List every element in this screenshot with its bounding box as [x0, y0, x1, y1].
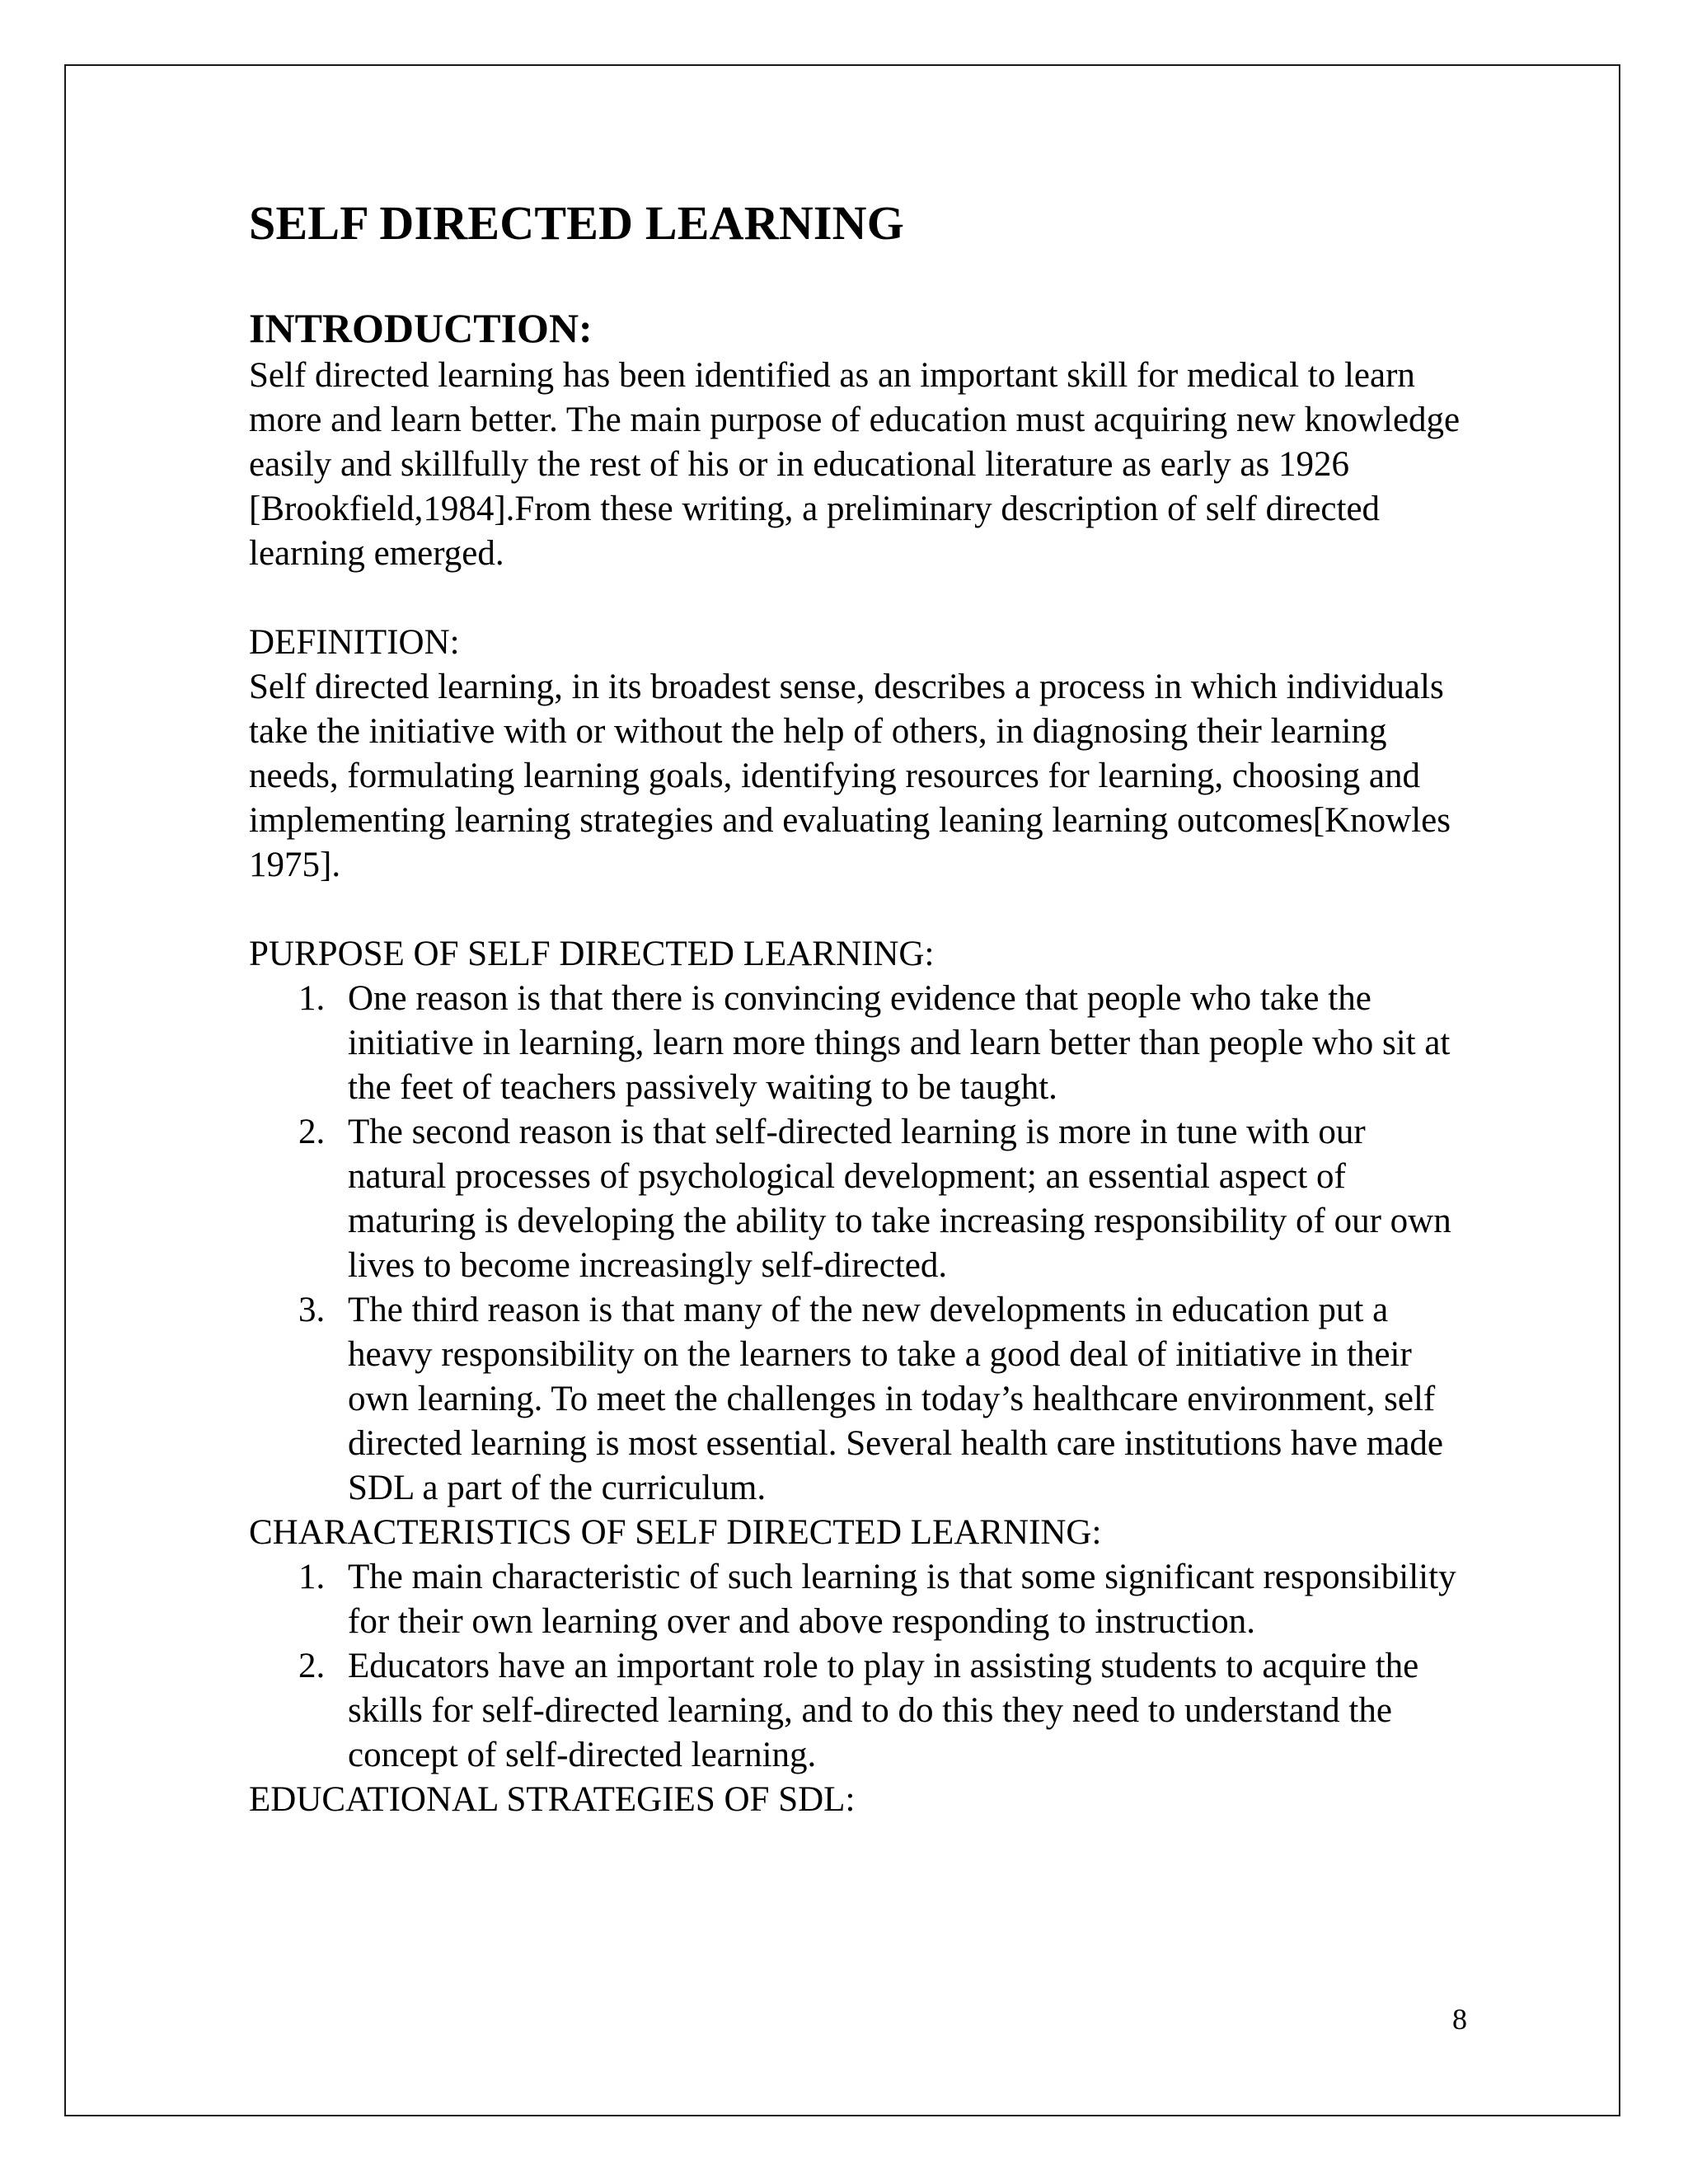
list-item-text: One reason is that there is convincing evidence that people who take the initiative in learning, learn more things and learn better than people who sit at the feet of teachers passively waiting to be taught. — [348, 979, 1451, 1108]
list-item — [249, 1288, 1461, 1511]
list-number: 1. — [298, 979, 326, 1019]
list-item — [249, 1110, 1461, 1288]
list-item — [249, 977, 1461, 1110]
definition-text: Self directed learning, in its broadest sense, describes a process in which individuals take the initiative with or without the help of others, in diagnosing their learning needs, formulating learning goals, identifying resources for learning, choosing and implementing learning strategies and evaluating leaning learning outcomes[Knowles 1975]. — [249, 668, 1451, 885]
purpose-section — [249, 932, 1461, 1511]
strategies-heading: EDUCATIONAL STRATEGIES OF SDL: — [249, 1780, 856, 1820]
list-item — [249, 1644, 1461, 1778]
characteristics-list — [249, 1555, 1461, 1778]
list-item-text: Educators have an important role to play in assisting students to acquire the skills for self-directed learning, and to do this they need to understand the concept of self-directed learning. — [348, 1647, 1419, 1775]
list-item — [249, 1555, 1461, 1644]
characteristics-section — [249, 1511, 1461, 1778]
characteristics-heading: CHARACTERISTICS OF SELF DIRECTED LEARNING: — [249, 1513, 1102, 1553]
introduction-text: Self directed learning has been identified as an important skill for medical to learn more and learn better. The main purpose of education must acquiring new knowledge easily and skillfully the rest of his or in educational literature as early as 1926 [Brookfield,1984].From these writing, a preliminary description of self directed learning emerged. — [249, 356, 1461, 574]
page-number: 8 — [1452, 2003, 1467, 2036]
introduction-section — [249, 305, 1461, 577]
purpose-heading: PURPOSE OF SELF DIRECTED LEARNING: — [249, 935, 935, 974]
list-item-text: The main characteristic of such learning is that some significant responsibility for their own learning over and above responding to instruction. — [348, 1558, 1456, 1642]
introduction-heading: INTRODUCTION: — [249, 304, 593, 351]
spacer — [249, 576, 1461, 621]
list-number: 2. — [298, 1647, 326, 1686]
list-number: 2. — [298, 1113, 326, 1152]
list-item-text: The second reason is that self-directed learning is more in tune with our natural processes of psychological development; an essential aspect of maturing is developing the ability to take increasing responsibility of our own lives to become increasingly self-directed. — [348, 1113, 1451, 1286]
definition-section — [249, 621, 1461, 888]
list-number: 3. — [298, 1291, 326, 1330]
spacer — [249, 888, 1461, 932]
strategies-section — [249, 1778, 1461, 1822]
document-title: SELF DIRECTED LEARNING — [249, 196, 905, 250]
purpose-list — [249, 977, 1461, 1511]
list-number: 1. — [298, 1558, 326, 1597]
list-item-text: The third reason is that many of the new developments in education put a heavy responsibility on the learners to take a good deal of initiative in their own learning. To meet the challenges in today’s healthcare environment, self directed learning is most essential. Several health care institutions have made SDL a part of the curriculum. — [348, 1291, 1443, 1508]
document-content — [249, 194, 1461, 1822]
definition-heading: DEFINITION: — [249, 623, 460, 663]
